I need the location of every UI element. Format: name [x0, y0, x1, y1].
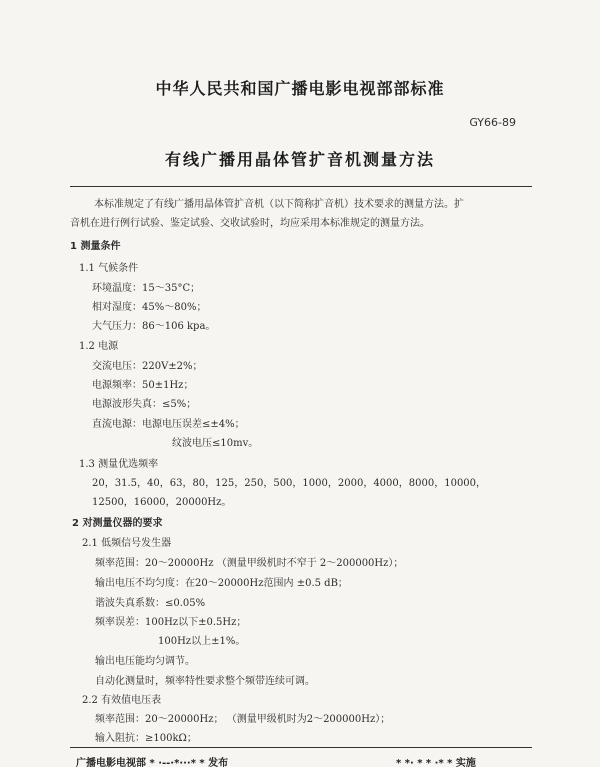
relative-humidity: 相对湿度：45%～80%；: [92, 302, 207, 313]
generator-harmonic-distortion: 谐波失真系数：≤0.05%: [95, 598, 206, 609]
power-frequency: 电源频率：50±1Hz；: [92, 380, 194, 391]
dc-power-voltage-error: 直流电源：电源电压误差≤±4%；: [92, 419, 245, 430]
dc-ripple-voltage: 纹波电压≤10mv。: [172, 438, 259, 449]
generator-frequency-error-high: 100Hz以上±1%。: [158, 636, 246, 647]
preferred-frequencies-line-1: 20，31.5，40，63，80，125，250，500，1000，2000，4000，8000，10000，: [92, 478, 487, 489]
atmospheric-pressure: 大气压力：86～106 kpa。: [92, 321, 216, 332]
voltmeter-frequency-range: 频率范围：20～20000Hz； （测量甲级机时为2～200000Hz）；: [95, 714, 391, 725]
top-divider: [70, 186, 532, 187]
standard-code: GY66-89: [469, 116, 516, 129]
document-title: 有线广播用晶体管扩音机测量方法: [164, 150, 435, 169]
ambient-temperature: 环境温度：15～35°C；: [92, 283, 201, 294]
intro-line-2: 音机在进行例行试验、鉴定试验、交收试验时，均应采用本标准规定的测量方法。: [70, 218, 430, 229]
issuer-line: 广播电影电视部 * ·--·*···* * 发布: [76, 758, 229, 767]
section-1-1-heading: 1.1 气候条件: [79, 263, 139, 274]
ac-voltage: 交流电压：220V±2%；: [92, 361, 203, 372]
section-1-3-heading: 1.3 测量优选频率: [79, 459, 159, 470]
generator-frequency-error-low: 频率误差：100Hz以下±0.5Hz；: [95, 617, 247, 628]
section-2-2-heading: 2.2 有效值电压表: [82, 695, 162, 706]
section-1-heading: 1 测量条件: [70, 241, 121, 252]
footer: [0, 754, 600, 767]
preferred-frequencies-line-2: 12500，16000，20000Hz。: [92, 497, 232, 508]
power-waveform-distortion: 电源波形失真：≤5%；: [92, 399, 197, 410]
implementation-line: * *· * * ·* * 实施: [396, 758, 476, 767]
generator-auto-measurement: 自动化测量时，频率特性要求整个频带连续可调。: [95, 676, 315, 687]
voltmeter-input-impedance: 输入阻抗：≥100kΩ；: [95, 733, 197, 744]
intro-line-1: 本标准规定了有线广播用晶体管扩音机（以下简称扩音机）技术要求的测量方法。扩: [94, 199, 464, 210]
bottom-divider: [70, 747, 532, 748]
generator-frequency-range: 频率范围：20～20000Hz （测量甲级机时不窄于 2～200000Hz）；: [95, 558, 404, 569]
section-2-1-heading: 2.1 低频信号发生器: [82, 538, 172, 549]
org-standard-title: 中华人民共和国广播电影电视部部标准: [155, 79, 445, 98]
generator-output-flatness: 输出电压不均匀度：在20～20000Hz范围内 ±0.5 dB；: [95, 578, 348, 589]
section-1-2-heading: 1.2 电源: [79, 341, 119, 352]
section-2-heading: 2 对测量仪器的要求: [72, 518, 163, 529]
generator-output-adjustable: 输出电压能均匀调节。: [95, 656, 195, 667]
